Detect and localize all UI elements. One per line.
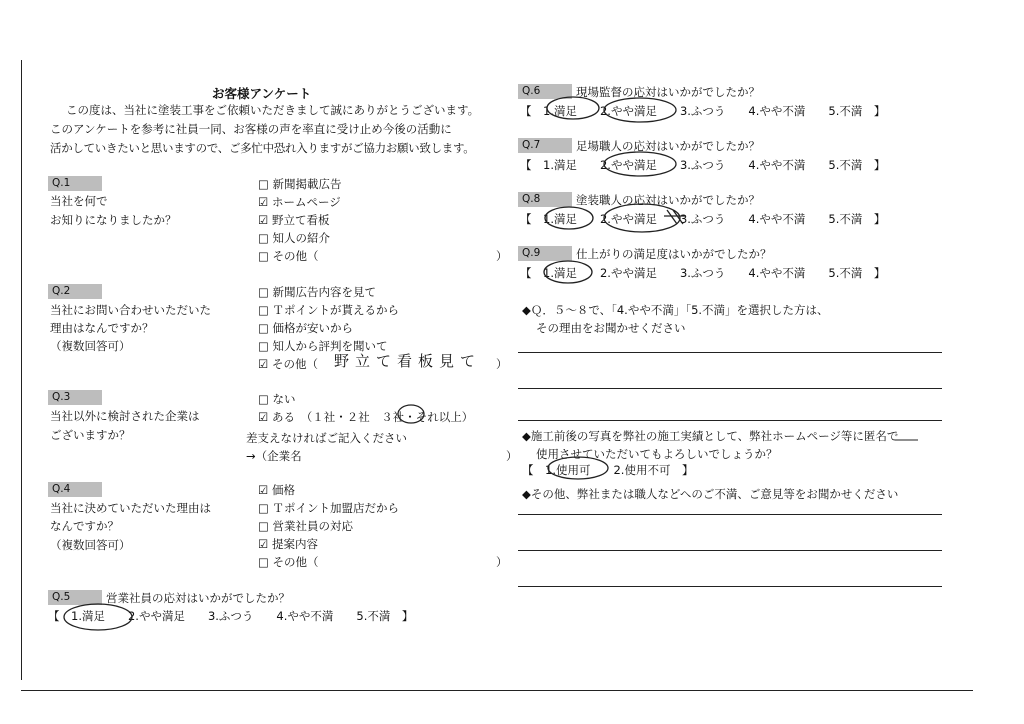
intro-line-1: この度は、当社に塗装工事をご依頼いただきまして誠にありがとうございます。	[66, 103, 480, 117]
q3-note: 差支えなければご記入ください	[246, 431, 407, 445]
q2-text-3: （複数回答可）	[50, 339, 131, 353]
bottom-margin-line	[21, 690, 973, 691]
page-title: お客様アンケート	[212, 86, 312, 101]
q2-option-2[interactable]: □ Ｔポイントが貰えるから	[258, 303, 400, 317]
reason-line-2[interactable]	[518, 388, 942, 389]
q2-option-1[interactable]: □ 新聞広告内容を見て	[258, 285, 377, 299]
q1-option-4[interactable]: □ 知人の紹介	[258, 231, 331, 245]
q4-label: Q.4	[48, 482, 102, 497]
q8-text: 塗装職人の応対はいかがでしたか？	[576, 193, 760, 207]
q2-option-5[interactable]: ☑ その他（	[258, 357, 318, 371]
q8-label: Q.8	[518, 192, 572, 207]
q7-text: 足場職人の応対はいかがでしたか？	[576, 139, 760, 153]
q5-scale[interactable]: 【 1.満足 2.やや満足 3.ふつう 4.やや不満 5.不満 】	[48, 609, 414, 623]
q4-option-2[interactable]: □ Ｔポイント加盟店だから	[258, 501, 400, 515]
q3-close-paren: ）	[506, 449, 518, 463]
other-line-3[interactable]	[518, 586, 942, 587]
q1-option-1[interactable]: □ 新聞掲載広告	[258, 177, 342, 191]
q4-option-4[interactable]: ☑ 提案内容	[258, 537, 318, 551]
q3-company[interactable]: →（企業名	[246, 449, 302, 463]
photo-sub: 使用させていただいてもよろしいでしょうか？	[536, 447, 778, 461]
q2-handwritten-answer: 野立て看板見て	[334, 352, 482, 370]
q2-option-3[interactable]: □ 価格が安いから	[258, 321, 354, 335]
photo-options[interactable]: 【 1.使用可 2.使用不可 】	[522, 463, 694, 477]
q3-text-1: 当社以外に検討された企業は	[50, 409, 200, 423]
q6-text: 現場監督の応対はいかがでしたか？	[576, 85, 760, 99]
q5-text: 営業社員の応対はいかがでしたか？	[106, 591, 290, 605]
q9-text: 仕上がりの満足度はいかがでしたか？	[576, 247, 772, 261]
q4-option-1[interactable]: ☑ 価格	[258, 483, 295, 497]
q4-text-2: なんですか？	[50, 519, 119, 533]
q7-scale[interactable]: 【 1.満足 2.やや満足 3.ふつう 4.やや不満 5.不満 】	[520, 158, 886, 172]
q3-text-2: ございますか？	[50, 428, 131, 442]
intro-line-3: 活かしていきたいと思いますので、ご多忙中恐れ入りますがご協力お願い致します。	[50, 141, 475, 155]
q2-close-paren: ）	[496, 357, 508, 371]
q4-text-1: 当社に決めていただいた理由は	[50, 501, 211, 515]
q8-scale[interactable]: 【 1.満足 2.やや満足 3.ふつう 4.やや不満 5.不満 】	[520, 212, 886, 226]
q2-text-2: 理由はなんですか？	[50, 321, 154, 335]
q3-label: Q.3	[48, 390, 102, 405]
reason-line-1[interactable]	[518, 352, 942, 353]
reason-text: ◆Ｑ．５～８で、「4.やや不満」「5.不満」を選択した方は、	[522, 303, 829, 317]
intro-line-2: このアンケートを参考に社員一同、お客様の声を率直に受け止め今後の活動に	[50, 122, 452, 136]
q1-text-2: お知りになりましたか？	[50, 213, 177, 227]
q9-scale[interactable]: 【 1.満足 2.やや満足 3.ふつう 4.やや不満 5.不満 】	[520, 266, 886, 280]
q1-text-1: 当社を何で	[50, 194, 108, 208]
q4-option-3[interactable]: □ 営業社員の対応	[258, 519, 354, 533]
other-line-1[interactable]	[518, 514, 942, 515]
q4-close-paren: ）	[496, 555, 508, 569]
q1-option-3[interactable]: ☑ 野立て看板	[258, 213, 330, 227]
q3-option-1[interactable]: □ ない	[258, 392, 296, 406]
reason-sub: その理由をお聞かせください	[536, 321, 686, 335]
photo-text: ◆施工前後の写真を弊社の施工実績として、弊社ホームページ等に匿名で	[522, 429, 899, 443]
q2-option-4[interactable]: □ 知人から評判を聞いて	[258, 339, 388, 353]
other-line-2[interactable]	[518, 550, 942, 551]
q1-label: Q.1	[48, 176, 102, 191]
q1-close-paren: ）	[496, 249, 508, 263]
left-margin-line	[21, 60, 22, 680]
reason-line-3[interactable]	[518, 420, 942, 421]
q4-text-3: （複数回答可）	[50, 538, 131, 552]
q2-label: Q.2	[48, 284, 102, 299]
q6-label: Q.6	[518, 84, 572, 99]
q5-label: Q.5	[48, 590, 102, 605]
q6-scale[interactable]: 【 1.満足 2.やや満足 3.ふつう 4.やや不満 5.不満 】	[520, 104, 886, 118]
other-text: ◆その他、弊社または職人などへのご不満、ご意見等をお聞かせください	[522, 487, 899, 501]
q1-option-2[interactable]: ☑ ホームページ	[258, 195, 341, 209]
q9-label: Q.9	[518, 246, 572, 261]
q7-label: Q.7	[518, 138, 572, 153]
q3-option-2[interactable]: ☑ ある （１社・２社 ３社・それ以上）	[258, 410, 474, 424]
q4-option-5[interactable]: □ その他（	[258, 555, 319, 569]
q2-text-1: 当社にお問い合わせいただいた	[50, 303, 211, 317]
q1-option-5[interactable]: □ その他（	[258, 249, 319, 263]
